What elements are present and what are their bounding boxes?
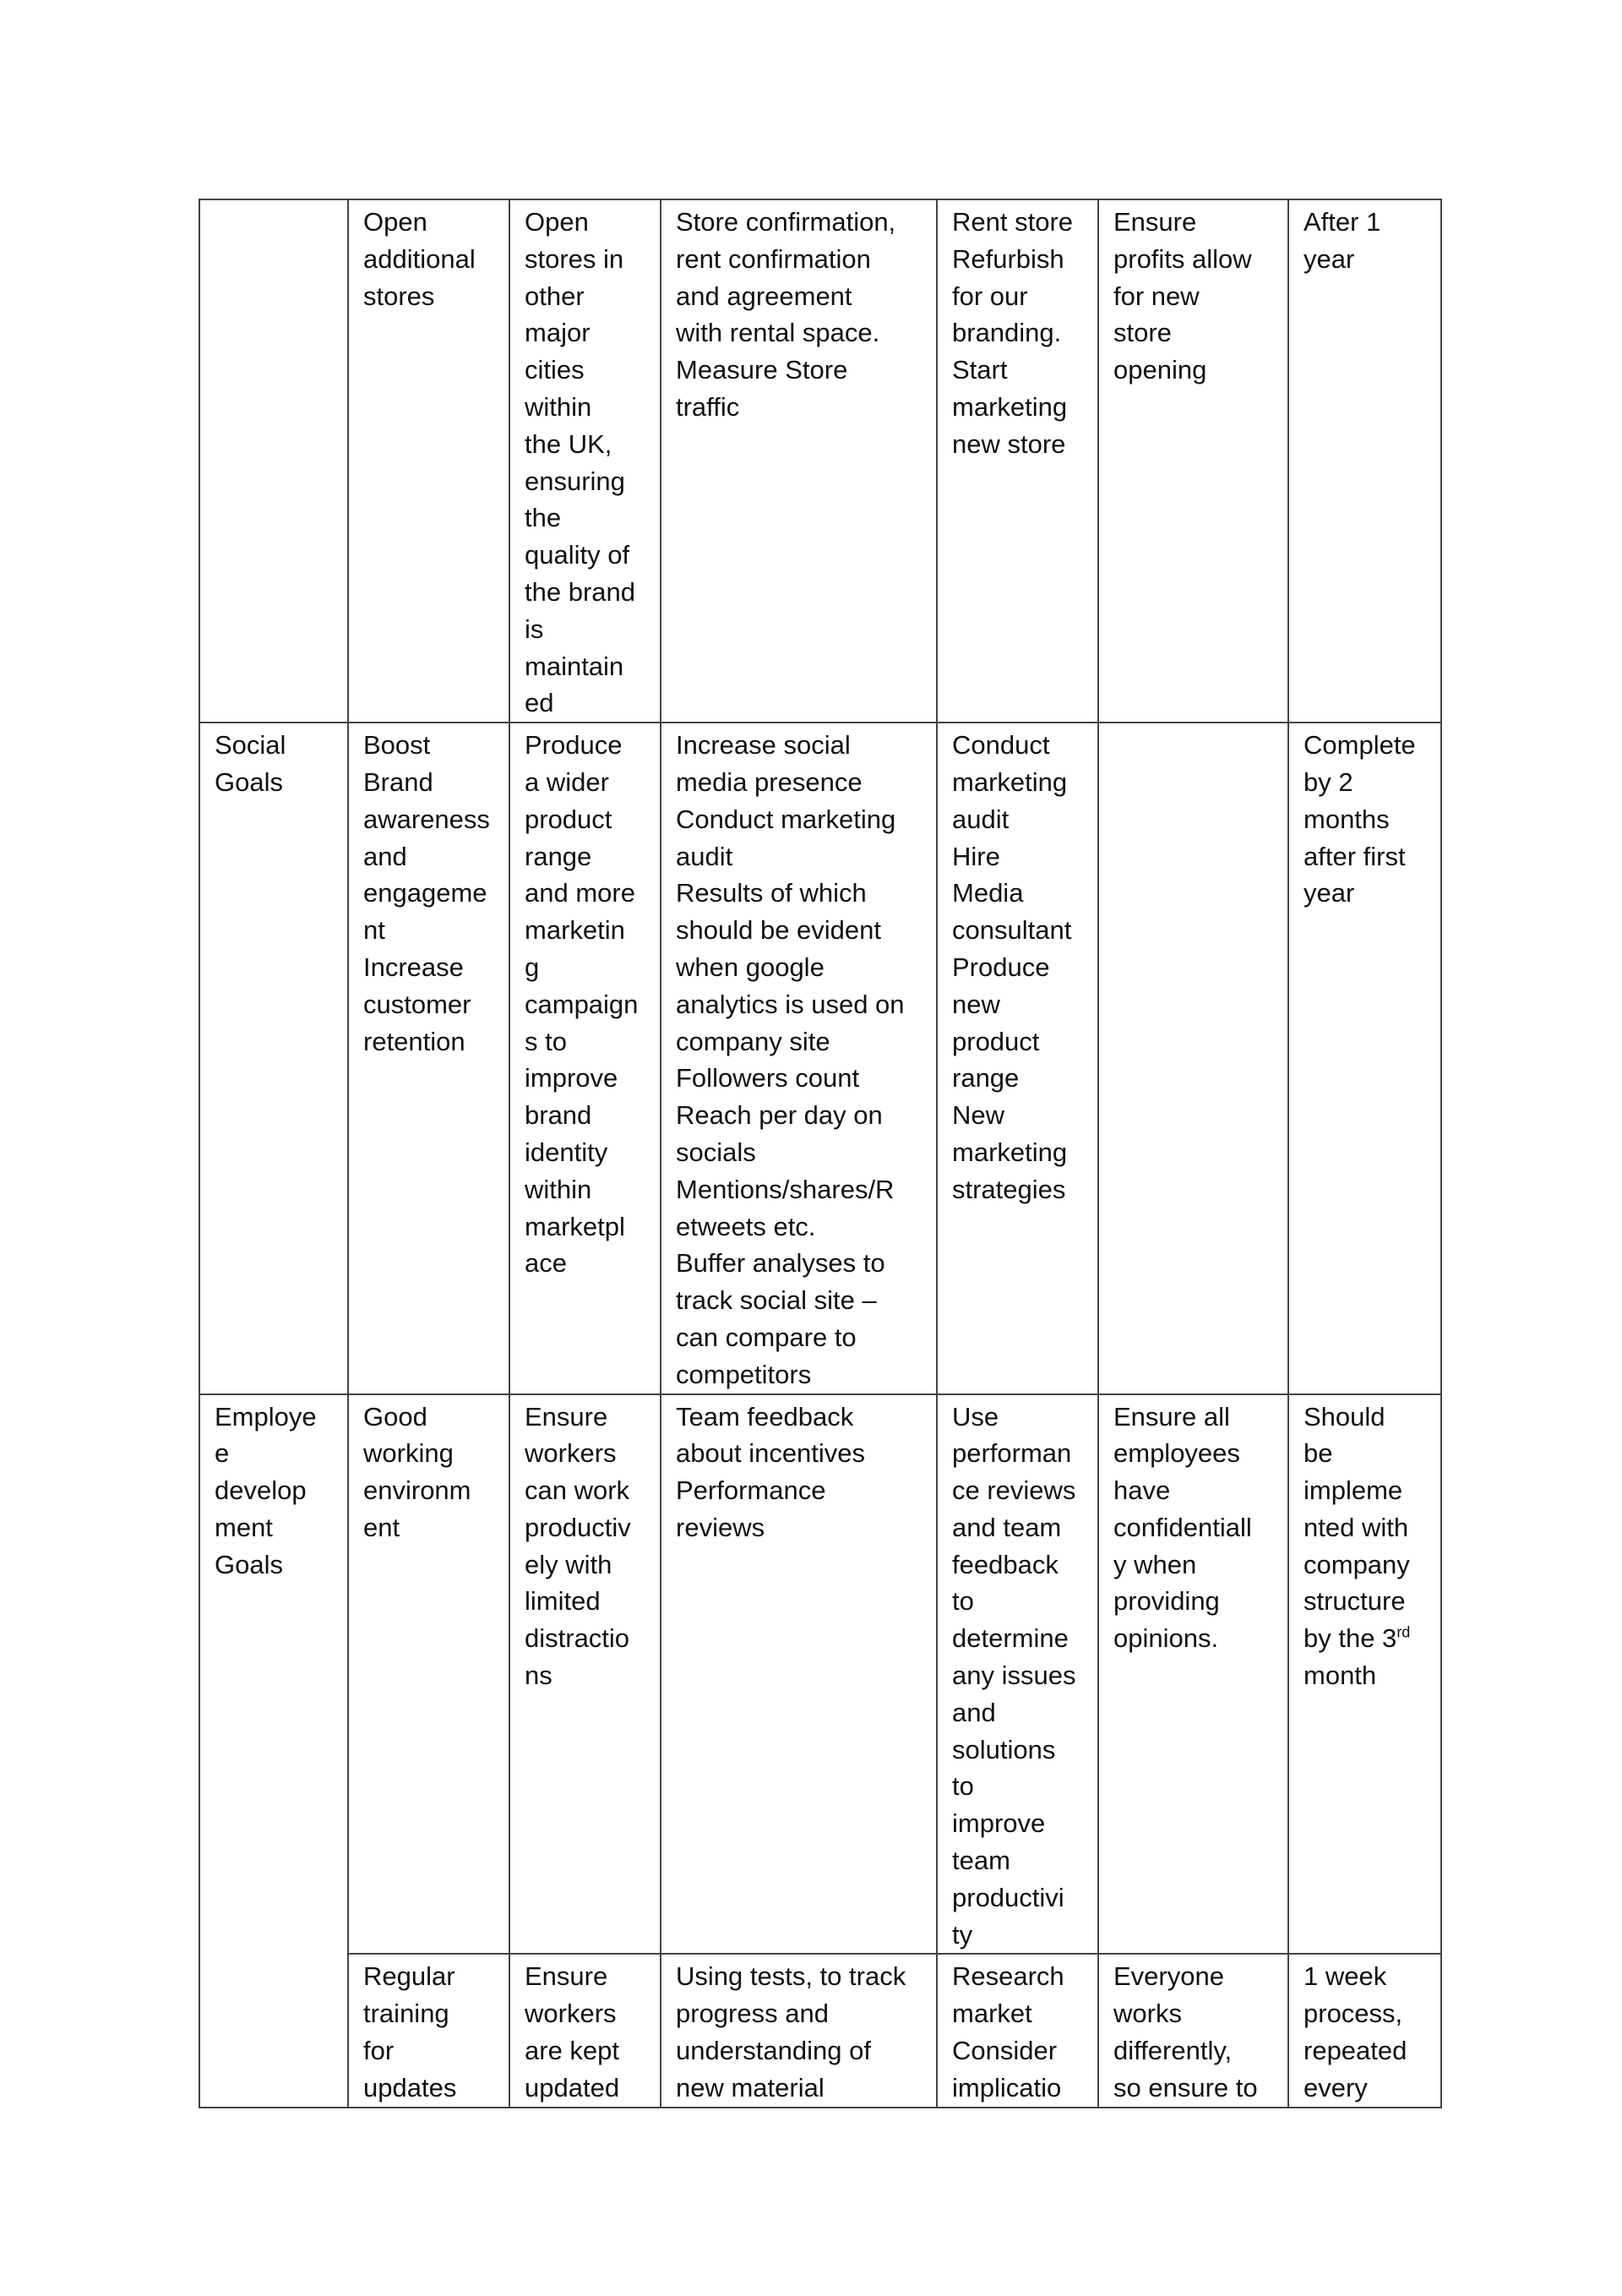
cell-text-line: Buffer analyses to [676, 1248, 885, 1279]
objective-cell [348, 723, 509, 1393]
cell-text-line: be [1304, 1438, 1333, 1469]
cell-text-line: ce reviews [952, 1475, 1076, 1506]
cell-text-line: works [1113, 1999, 1182, 2029]
cell-text-line: Start [952, 355, 1008, 385]
cell-text-line: stores [363, 281, 435, 311]
description-cell [509, 1954, 661, 2107]
cell-text-line: new [952, 989, 1000, 1019]
timeframe-tail-lines [1304, 1657, 1429, 1694]
table-row [199, 1954, 1441, 2107]
goal-cell [199, 199, 348, 723]
cell-text-line: are kept [525, 2036, 620, 2066]
cell-text-line: can compare to [676, 1322, 857, 1352]
cell-text-line: 1 week [1304, 1961, 1387, 1992]
description-cell [509, 1394, 661, 1955]
cell-text-line: range [525, 841, 592, 871]
cell-text-line: a wider [525, 766, 609, 797]
cell-text-line: every [1304, 2072, 1368, 2102]
cell-text-line: marketpl [525, 1211, 625, 1241]
cell-text-line: workers [525, 1999, 617, 2029]
measures-cell [661, 1954, 937, 2107]
cell-text-line: competitors [676, 1359, 812, 1389]
cell-text-line: Everyone [1113, 1961, 1224, 1992]
actions-cell [937, 723, 1098, 1393]
goal-cell [199, 1394, 348, 2108]
cell-text-line: for [363, 2036, 395, 2066]
actions-cell [937, 1954, 1098, 2107]
cell-text-line: marketing [952, 766, 1068, 797]
cell-text-line: Results of which [676, 878, 867, 908]
cell-text-line: updates [363, 2072, 457, 2102]
cell-text-line: any issues [952, 1661, 1076, 1691]
cell-text-line: media presence [676, 766, 863, 797]
timeframe-cell [1288, 199, 1441, 723]
cell-text-line: improve [952, 1808, 1046, 1839]
cell-text-line: brand [525, 1100, 592, 1131]
cell-text-line: when google [676, 952, 825, 982]
measures-cell [661, 1394, 937, 1955]
cell-text-line: rent confirmation [676, 243, 871, 274]
cell-text-line: Employe [215, 1401, 317, 1432]
cell-text-line: after first [1304, 841, 1406, 871]
cell-text-line: Boost [363, 730, 431, 761]
cell-text-line: Produce [952, 952, 1050, 982]
cell-text-line: team [952, 1846, 1010, 1876]
cell-text-line: to [952, 1771, 974, 1802]
cell-text-line: customer [363, 989, 471, 1019]
cell-text-line: new store [952, 428, 1066, 459]
cell-text-line: confidentiall [1113, 1512, 1252, 1542]
cell-text-line: and team [952, 1512, 1062, 1542]
cell-text-line: ty [952, 1919, 973, 1950]
cell-text-line: Refurbish [952, 243, 1064, 274]
cell-text-line: Mentions/shares/R [676, 1174, 895, 1204]
cell-text-line: by 2 [1304, 766, 1353, 797]
cell-text-line: marketing [952, 1137, 1068, 1167]
cell-text-line: campaign [525, 989, 639, 1019]
cell-text-line: Should [1304, 1401, 1385, 1432]
cell-text-line: limited [525, 1586, 601, 1617]
cell-text-line: Conduct marketing [676, 804, 896, 834]
cell-text-line: training [363, 1999, 449, 2029]
cell-text-line: additional [363, 243, 476, 274]
cell-text-line: Conduct [952, 730, 1050, 761]
cell-text-line: the UK, [525, 428, 612, 459]
timeframe-cell [1288, 723, 1441, 1393]
cell-text-line: impleme [1304, 1475, 1403, 1506]
cell-text-line: ment [215, 1512, 273, 1542]
smart-goals-table [199, 199, 1442, 2108]
cell-text-line: maintain [525, 651, 624, 681]
cell-text-line: about incentives [676, 1438, 866, 1469]
cell-text-line: other [525, 281, 585, 311]
cell-text-line: and more [525, 878, 635, 908]
cell-text-line: Research [952, 1961, 1064, 1992]
cell-text-line: socials [676, 1137, 756, 1167]
cell-text-line: strategies [952, 1174, 1066, 1204]
cell-text-line: Using tests, to track [676, 1961, 906, 1992]
cell-text-line: and [363, 841, 407, 871]
cell-text-line: Regular [363, 1961, 455, 1992]
cell-text-line: etweets etc. [676, 1211, 816, 1241]
cell-text-line: workers [525, 1438, 617, 1469]
actions-cell [937, 199, 1098, 723]
cell-text-line: company [1304, 1549, 1410, 1579]
cell-text-line: new material [676, 2072, 825, 2102]
cell-text-line: within [525, 1174, 592, 1204]
cell-text-line: Ensure all [1113, 1401, 1230, 1432]
timeframe-lines [1304, 1399, 1429, 1621]
cell-text-line: ed [525, 688, 554, 718]
measures-cell [661, 723, 937, 1393]
cell-text-line: Open [525, 207, 589, 237]
cell-text-line: Media [952, 878, 1024, 908]
cell-text-line: s to [525, 1026, 567, 1056]
cell-text-line: ace [525, 1248, 567, 1279]
cell-text-line: performan [952, 1438, 1072, 1469]
cell-text-line: distractio [525, 1623, 630, 1654]
cell-text-line: stores in [525, 243, 624, 274]
cell-text-line: should be evident [676, 915, 882, 946]
cell-text-line: nted with [1304, 1512, 1409, 1542]
cell-text-line: for new [1113, 281, 1200, 311]
objective-cell [348, 1954, 509, 2107]
cell-text-line: Hire [952, 841, 1000, 871]
cell-text-line: Reach per day on [676, 1100, 883, 1131]
cell-text-line: develop [215, 1475, 307, 1506]
cell-text-line: Ensure [1113, 207, 1197, 237]
cell-text-line: marketin [525, 915, 625, 946]
cell-text-line: improve [525, 1063, 618, 1093]
cell-text-line: Complete [1304, 730, 1416, 761]
cell-text-line: ent [363, 1512, 400, 1542]
cell-text-line: consultant [952, 915, 1072, 946]
cell-text-line: Social [215, 730, 286, 761]
cell-text-line: ensuring [525, 466, 625, 496]
cell-text-line: Performance [676, 1475, 826, 1506]
cell-text-line: the brand [525, 576, 635, 607]
cell-text-line: product [952, 1026, 1040, 1056]
cell-text-line: After 1 [1304, 207, 1381, 237]
cell-text-line: Brand [363, 766, 433, 797]
cell-text-line: determine [952, 1623, 1069, 1654]
cell-text-line: reviews [676, 1512, 765, 1542]
cell-text-line: Increase [363, 952, 464, 982]
cell-text-line: Ensure [525, 1401, 608, 1432]
actions-cell [937, 1394, 1098, 1955]
cell-text-line: y when [1113, 1549, 1197, 1579]
cell-text-line: engageme [363, 878, 487, 908]
ordinal-suffix: rd [1396, 1623, 1411, 1641]
cell-text-line: range [952, 1063, 1020, 1093]
cell-text-line: and [952, 1697, 996, 1727]
cell-text-line: feedback [952, 1549, 1059, 1579]
cell-text-line: opening [1113, 355, 1207, 385]
timeframe-ordinal-line [1304, 1620, 1429, 1657]
cell-text-line: and agreement [676, 281, 852, 311]
cell-text-line: Goals [215, 766, 283, 797]
cell-text-line: progress and [676, 1999, 829, 2029]
description-cell [509, 199, 661, 723]
cell-text-line: Goals [215, 1549, 283, 1579]
cell-text-line: marketing [952, 391, 1068, 422]
cell-text-line: ns [525, 1661, 552, 1691]
cell-text-line: productivi [952, 1882, 1064, 1912]
cell-text-line: market [952, 1999, 1032, 2029]
cell-text-line: repeated [1304, 2036, 1407, 2066]
cell-text-line: Team feedback [676, 1401, 854, 1432]
cell-text-line: profits allow [1113, 243, 1252, 274]
cell-text-line: is [525, 614, 544, 644]
goal-cell [199, 723, 348, 1393]
cell-text-line: within [525, 391, 592, 422]
table-row [199, 1394, 1441, 1955]
objective-cell [348, 1394, 509, 1955]
cell-text-line: cities [525, 355, 585, 385]
table-row [199, 723, 1441, 1393]
cell-text-line: Good [363, 1401, 427, 1432]
cell-text-line: Use [952, 1401, 999, 1432]
cell-text-line: Store confirmation, [676, 207, 896, 237]
cell-text-line: ely with [525, 1549, 612, 1579]
cell-text-line: implicatio [952, 2072, 1062, 2102]
cell-text-line: Rent store [952, 207, 1074, 237]
cell-text-line: solutions [952, 1734, 1056, 1764]
cell-text-line: store [1113, 318, 1172, 348]
ordinal-text: by the 3 [1304, 1623, 1397, 1654]
cell-text-line: quality of [525, 540, 630, 570]
cell-text-line: branding. [952, 318, 1062, 348]
cell-text-line: can work [525, 1475, 630, 1506]
cell-text-line: year [1304, 243, 1355, 274]
cell-text-line: audit [676, 841, 733, 871]
cell-text-line: audit [952, 804, 1010, 834]
cell-text-line: Increase social [676, 730, 851, 761]
cell-text-line: differently, [1113, 2036, 1233, 2066]
description-cell [509, 723, 661, 1393]
cell-text-line: e [215, 1438, 230, 1469]
cell-text-line: g [525, 952, 540, 982]
cell-text-line: the [525, 503, 562, 533]
cell-text-line: retention [363, 1026, 465, 1056]
cell-text-line: product [525, 804, 612, 834]
cell-text-line: Ensure [525, 1961, 608, 1992]
cell-text-line: Produce [525, 730, 623, 761]
cell-text-line: Consider [952, 2036, 1058, 2066]
cell-text-line: year [1304, 878, 1355, 908]
cell-text-line: Followers count [676, 1063, 860, 1093]
table-row [199, 199, 1441, 723]
cell-text-line: track social site – [676, 1285, 877, 1316]
cell-text-line: to [952, 1586, 974, 1617]
cell-text-line: awareness [363, 804, 490, 834]
cell-text-line: month [1304, 1661, 1377, 1691]
cell-text-line: have [1113, 1475, 1171, 1506]
cell-text-line: productiv [525, 1512, 631, 1542]
cell-text-line: process, [1304, 1999, 1403, 2029]
measures-cell [661, 199, 937, 723]
cell-text-line: working [363, 1438, 454, 1469]
considerations-cell [1098, 723, 1288, 1393]
cell-text-line: company site [676, 1026, 830, 1056]
timeframe-cell [1288, 1394, 1441, 1955]
cell-text-line: with rental space. [676, 318, 880, 348]
cell-text-line: nt [363, 915, 385, 946]
considerations-cell [1098, 199, 1288, 723]
cell-text-line: analytics is used on [676, 989, 905, 1019]
timeframe-cell [1288, 1954, 1441, 2107]
cell-text-line: identity [525, 1137, 608, 1167]
cell-text-line: structure [1304, 1586, 1406, 1617]
cell-text-line: updated [525, 2072, 620, 2102]
considerations-cell [1098, 1394, 1288, 1955]
cell-text-line: months [1304, 804, 1390, 834]
cell-text-line: environm [363, 1475, 471, 1506]
cell-text-line: major [525, 318, 591, 348]
cell-text-line: traffic [676, 391, 740, 422]
cell-text-line: New [952, 1100, 1005, 1131]
cell-text-line: for our [952, 281, 1028, 311]
cell-text-line: understanding of [676, 2036, 871, 2066]
cell-text-line: opinions. [1113, 1623, 1219, 1654]
cell-text-line: Measure Store [676, 355, 848, 385]
cell-text-line: so ensure to [1113, 2072, 1258, 2102]
cell-text-line: providing [1113, 1586, 1220, 1617]
objective-cell [348, 199, 509, 723]
considerations-cell [1098, 1954, 1288, 2107]
cell-text-line: Open [363, 207, 427, 237]
cell-text-line: employees [1113, 1438, 1240, 1469]
